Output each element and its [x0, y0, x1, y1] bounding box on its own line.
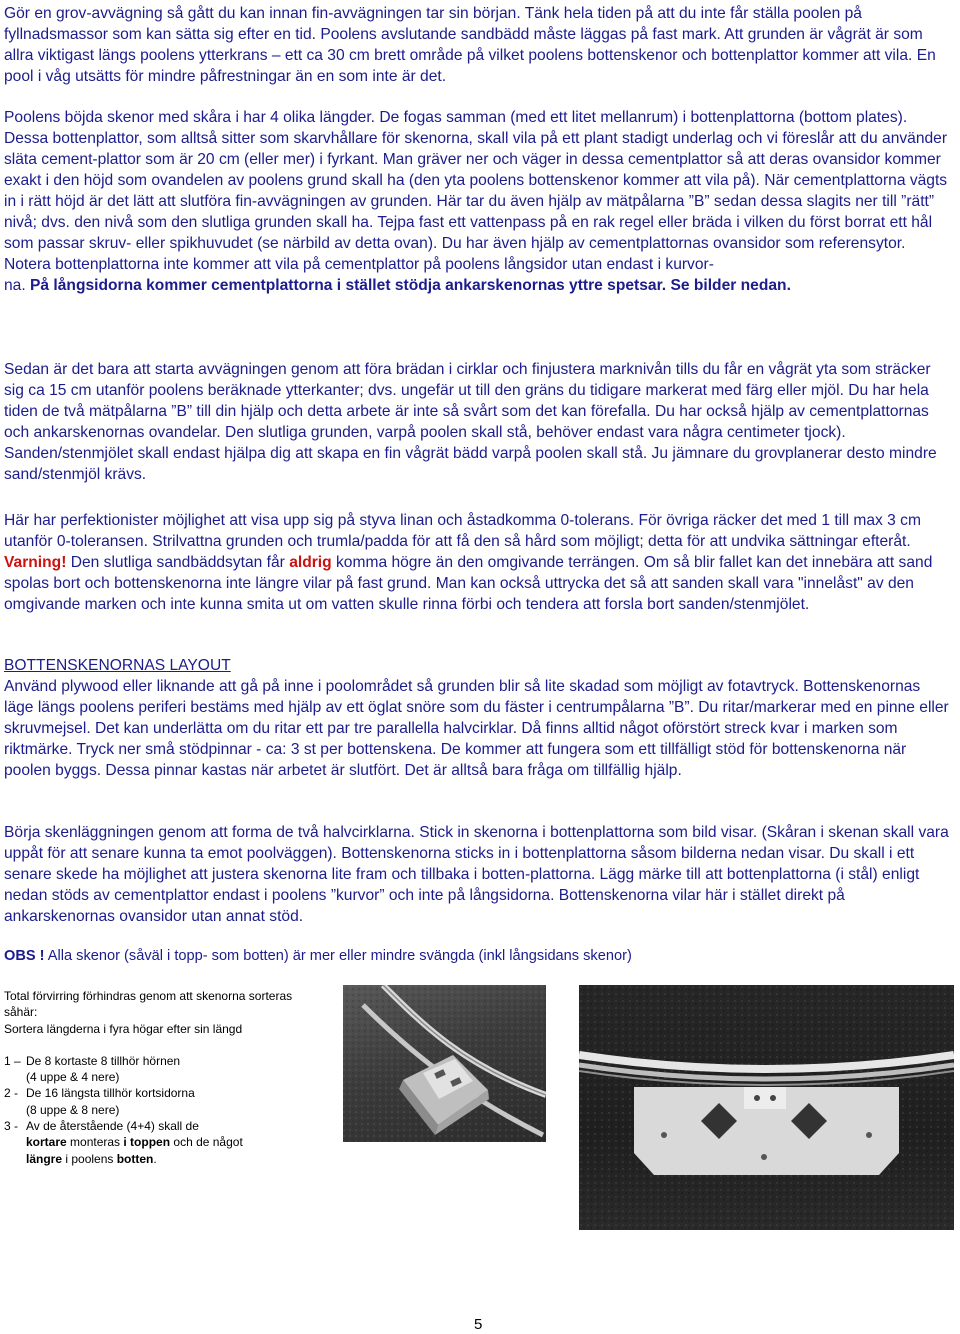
paragraph-rails — [4, 107, 954, 296]
list-item-text: De 16 längsta tillhör kortsidorna — [26, 1086, 195, 1101]
paragraph-perfection — [4, 510, 954, 615]
list-item — [4, 1053, 304, 1069]
paragraph-layout — [4, 655, 954, 781]
sorting-intro: Total förvirring förhindras genom att skenorna sorteras såhär: — [4, 989, 293, 1020]
paragraph-rail-laying — [4, 822, 954, 927]
list-item-number: 1 – — [4, 1053, 21, 1068]
bold-bottom: botten — [116, 1151, 154, 1166]
text-fragment: . — [153, 1151, 157, 1166]
never-emphasis: aldrig — [289, 554, 332, 571]
bold-top: i toppen — [123, 1135, 171, 1150]
warning-label: Varning! — [4, 554, 67, 571]
list-item-number: 2 - — [4, 1086, 19, 1101]
list-item-number: 3 - — [4, 1119, 19, 1134]
photo-bottom-plate-drawing — [343, 985, 546, 1142]
text-fragment: och de något — [170, 1135, 243, 1150]
text-fragment: monteras — [66, 1135, 124, 1150]
sorting-instructions — [4, 988, 304, 1167]
list-item-subtext: (4 uppe & 4 nere) — [26, 1070, 120, 1085]
photo-bottom-plate-on-slab — [343, 985, 546, 1142]
paragraph-rails-text: Poolens böjda skenor med skåra i har 4 olika längder. De fogas samman (med ett litet mellanrum) i bottenplattorna (bottom plates). Dessa bottenplattor, som alltså sitter som skarvhållare för skenorna, skall vila på ett plant stadigt underlag och vi föreslår att du använder släta cement-plattor som är 20 cm (eller mer) i fyrkant. Man gräver ner och väger in dessa cementplattor så att deras ovansidor kommer exakt i den höjd som ovandelen av poolens grund skall ha (den yta poolens bottenskenor kommer att vila på). När cementplattorna vägts in i rätt höjd är det lätt att slutföra fin-avvägningen av grunden. Här tar du även hjälp av mätpålarna ”B” sedan dessa slagits ner till ”rätt” nivå; dvs. den nivå som den slutliga grunden skall ha. Tejpa fast ett vattenpass på en rak regel eller bräda i vilken du först borrat ett hål som passar skruv- eller spikhuvudet (se närbild av detta ovan). Du har även hjälp av cementplattornas ovansidor som referensytor. Notera bottenplattorna inte kommer att vila på cementplattor på poolens långsidor utan endast i kurvor- — [4, 109, 948, 273]
list-item — [4, 1085, 304, 1101]
paragraph-rail-laying-text: Börja skenläggningen genom att forma de två halvcirklarna. Stick in skenorna i bottenplattorna som bild visar. (Skåran i skenan skall vara uppåt för att senare kunna ta emot poolväggen). Bottenskenorna sticks in i bottenplattorna såsom bilderna nedan visar. Du skall i ett senare skede ha möjlighet att justera skenorna lite fram och tillbaka i botten-plattorna. Lägg märke till att bottenplattorna (i stål) enligt nedan stöds av cementplattor endast i poolens ”kurvor” och inte på långsidorna. Bottenskenorna vilar här i stället direkt på ankarskenornas ovansidor utan annat stöd. — [4, 824, 949, 925]
list-item — [4, 1118, 304, 1134]
bold-shorter: kortare — [26, 1135, 67, 1150]
paragraph-perfection-text-3: komma högre än den omgivande terrängen. Om så blir fallet kan det innebära att sand spolas bort och bottenskenorna inte längre vilar på fast grund. Man kan också uttrycka det så att sanden skall vara "innelåst" av den omgivande marken och inte kunna smita ut om vatten skulle rinna förbi och tendera att forsla bort sanden/stenmjölet. — [4, 554, 933, 613]
page-number: 5 — [474, 1316, 483, 1333]
paragraph-intro-text: Gör en grov-avvägning så gått du kan innan fin-avvägningen tar sin början. Tänk hela tiden på att du inte får ställa poolen på fyllnadsmassor som kan sätta sig efter en tid. Poolens avslutande sandbädd måste läggas på fast mark. Att grunden är vågrät är som allra viktigast längs poolens ytterkrans – ett ca 30 cm brett område på vilket poolens bottenskenor och bottenplattor kommer att vila. En pool i våg utsätts för mindre påfrestningar än en som inte är det. — [4, 5, 936, 85]
paragraph-obs-text: Alla skenor (såväl i topp- som botten) är mer eller mindre svängda (inkl långsidans skenor) — [44, 948, 632, 964]
paragraph-perfection-text: Här har perfektionister möjlighet att visa upp sig på styva linan och åstadkomma 0-tolerans. För övriga räcker det med 1 till max 3 cm utanför 0-toleransen. Strilvattna grunden och trumla/padda för att få den så hård som möjligt; detta för att undvika sättningar efteråt. — [4, 512, 921, 550]
section-heading: BOTTENSKENORNAS LAYOUT — [4, 657, 231, 674]
list-item-subtext — [4, 1151, 304, 1167]
paragraph-leveling — [4, 359, 954, 485]
paragraph-leveling-text: Sedan är det bara att starta avvägningen genom att föra brädan i cirklar och finjustera marknivån tills du får en vågrät yta som sträcker sig ca 15 cm utanför poolens beräknade ytterkanter; dvs. ungefär ut till den gräns du tidigare markerat med färg eller mjöl. Du har hela tiden de två mätpålarna ”B” till din hjälp och detta arbete är inte så svårt som det kan förefalla. Du har också hjälp av cementplattornas och ankarskenornas ovandelar. Den slutliga grunden, varpå poolen skall stå, behöver endast vara några centimeter tjock). Sanden/stenmjölet skall endast hjälpa dig att skapa en fin vågrät bädd varpå poolen skall stå. Ju jämnare du grovplanerar desto mindre sand/stenmjöl krävs. — [4, 361, 937, 483]
list-item-text: Av de återstående (4+4) skall de — [26, 1119, 199, 1134]
sorting-intro-2: Sortera längderna i fyra högar efter sin längd — [4, 1021, 243, 1036]
text-fragment: i poolens — [62, 1151, 117, 1166]
paragraph-intro — [4, 3, 954, 87]
photo-bottom-plate-closeup — [579, 985, 954, 1230]
photo-bottom-plate-closeup-drawing — [579, 985, 954, 1230]
list-item-subtext — [4, 1134, 304, 1150]
paragraph-layout-text: Använd plywood eller liknande att gå på inne i poolområdet så grunden blir så lite skadad som möjligt av fotavtryck. Bottenskenornas läge längs poolens periferi bestäms med hjälp av ett öglat snöre som du fäster i centrumpålarna ”B”. Du ritar/markerar med en pinne eller skruvmejsel. Det kan underlätta om du ritar ett par tre parallella halvcirklar. Då finns alltid något oförstört streck kvar i marken som riktmärke. Tryck ner små stödpinnar - ca: 3 st per bottenskena. De kommer att fungera som ett tillfälligt stöd för bottenskenorna när poolen byggs. Dessa pinnar kastas när arbetet är slutfört. Det är alltså bara fråga om tillfällig hjälp. — [4, 678, 949, 779]
list-item-subtext: (8 uppe & 8 nere) — [26, 1102, 120, 1117]
paragraph-rails-text-2: na. — [4, 277, 31, 294]
bold-longer: längre — [26, 1151, 63, 1166]
paragraph-perfection-text-2: Den slutliga sandbäddsytan får — [66, 554, 290, 571]
list-item-text: De 8 kortaste 8 tillhör hörnen — [26, 1053, 181, 1068]
paragraph-rails-bold: På långsidorna kommer cementplattorna i stället stödja ankarskenornas yttre spetsar. Se bilder nedan. — [30, 277, 791, 294]
paragraph-obs — [4, 946, 954, 967]
obs-label: OBS ! — [4, 948, 45, 964]
